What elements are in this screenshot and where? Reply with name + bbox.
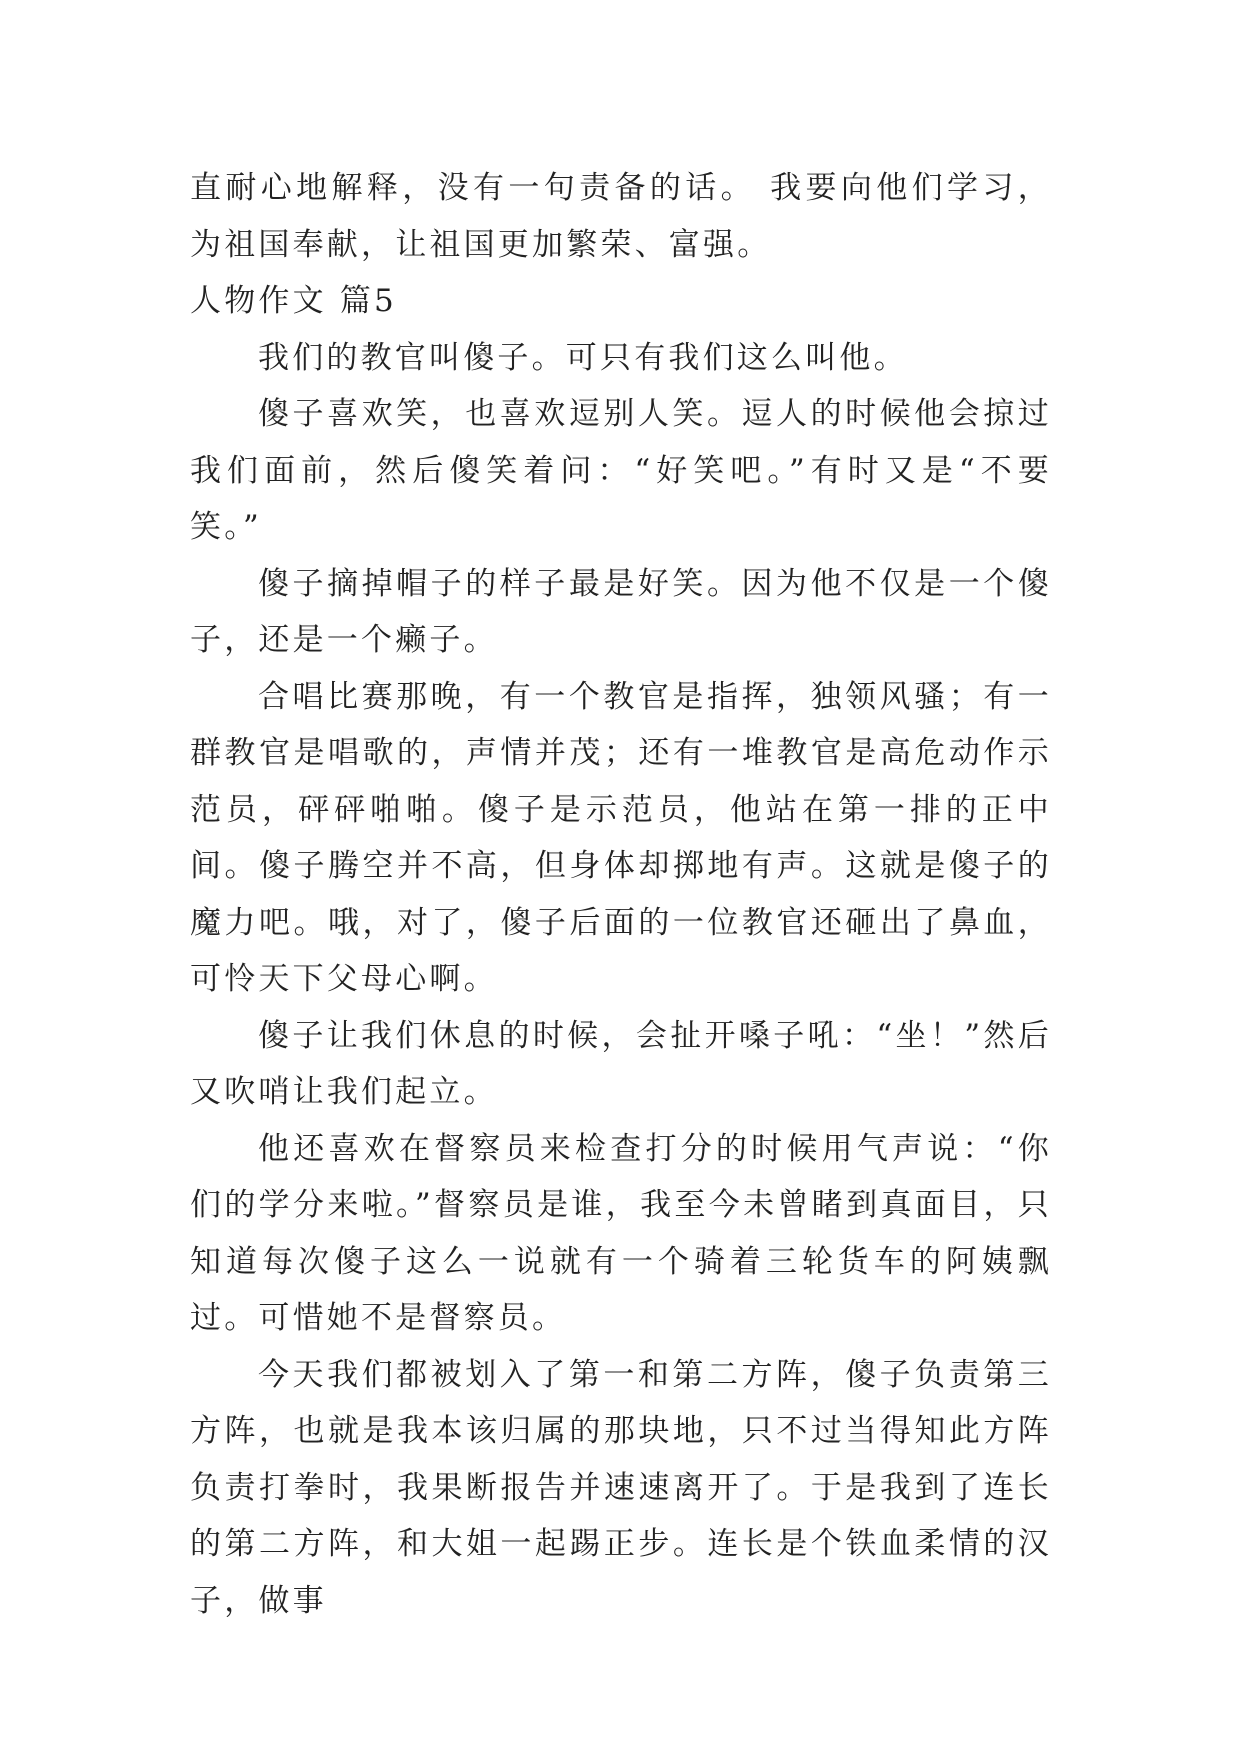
body-paragraph: 傻子让我们休息的时候，会扯开嗓子吼：“坐！”然后又吹哨让我们起立。 (190, 1017, 1052, 1110)
body-paragraph: 他还喜欢在督察员来检查打分的时候用气声说：“你们的学分来啦。”督察员是谁，我至今未曾睹到真面目，只知道每次傻子这么一说就有一个骑着三轮货车的阿姨飘过。可惜她不是督察员。 (190, 1130, 1052, 1336)
body-paragraph: 傻子摘掉帽子的样子最是好笑。因为他不仅是一个傻子，还是一个癞子。 (190, 565, 1052, 658)
body-paragraph: 今天我们都被划入了第一和第二方阵，傻子负责第三方阵，也就是我本该归属的那块地，只不过当得知此方阵负责打拳时，我果断报告并速速离开了。于是我到了连长的第二方阵，和大姐一起踢正步。连长是个铁血柔情的汉子，做事 (190, 1356, 1052, 1619)
body-paragraph: 合唱比赛那晚，有一个教官是指挥，独领风骚；有一群教官是唱歌的，声情并茂；还有一堆教官是高危动作示范员，砰砰啪啪。傻子是示范员，他站在第一排的正中间。傻子腾空并不高，但身体却掷地有声。这就是傻子的魔力吧。哦，对了，傻子后面的一位教官还砸出了鼻血，可怜天下父母心啊。 (190, 678, 1052, 997)
section-title: 人物作文 篇5 (190, 283, 397, 319)
body-paragraph: 我们的教官叫傻子。可只有我们这么叫他。 (258, 339, 908, 376)
lead-paragraph: 直耐心地解释，没有一句责备的话。 我要向他们学习，为祖国奉献，让祖国更加繁荣、富强。 (190, 170, 1052, 263)
document-body (190, 160, 1052, 1629)
body-paragraph: 傻子喜欢笑，也喜欢逗别人笑。逗人的时候他会掠过我们面前，然后傻笑着问：“好笑吧。”有时又是“不要笑。” (190, 396, 1052, 545)
